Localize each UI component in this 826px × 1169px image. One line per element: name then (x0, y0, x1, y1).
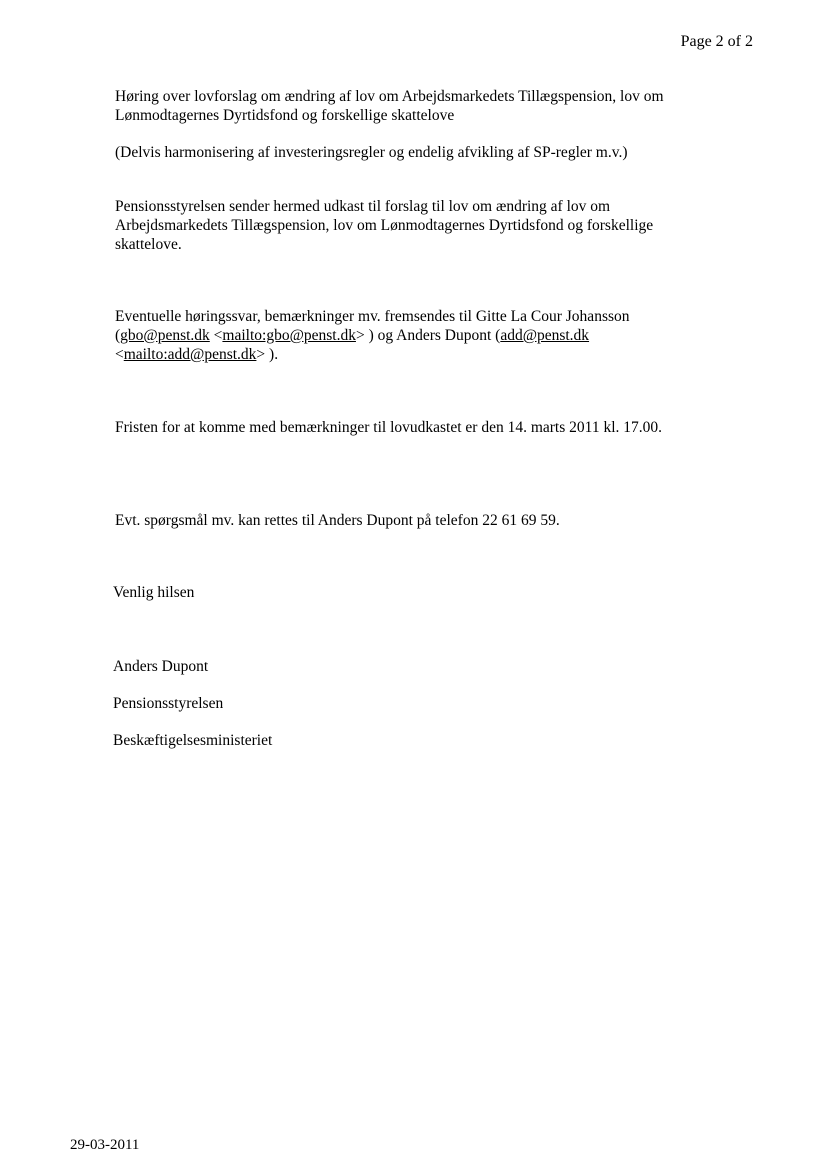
angle-open: < (209, 327, 223, 344)
questions-paragraph: Evt. spørgsmål mv. kan rettes til Anders Dupont på telefon 22 61 69 59. (115, 512, 560, 529)
angle-open-2: < (115, 346, 124, 363)
intro-line-3: skattelove. (115, 236, 182, 253)
subject-parenthetical: (Delvis harmonisering af investeringsregler og endelig afvikling af SP-regler m.v.) (115, 144, 628, 161)
contact-end-text: > ). (256, 346, 279, 363)
subject-line-2: Lønmodtagernes Dyrtidsfond og forskellige skattelove (115, 107, 455, 124)
email-link-gbo[interactable]: gbo@penst.dk (120, 327, 210, 344)
mailto-link-gbo[interactable]: mailto:gbo@penst.dk (222, 327, 356, 344)
page-number: Page 2 of 2 (680, 33, 753, 50)
deadline-paragraph: Fristen for at komme med bemærkninger til lovudkastet er den 14. marts 2011 kl. 17.00. (115, 419, 662, 436)
greeting: Venlig hilsen (113, 584, 195, 601)
footer-date: 29-03-2011 (70, 1137, 140, 1153)
subject-heading (115, 87, 725, 125)
signature-organization: Pensionsstyrelsen (113, 695, 224, 712)
intro-line-1: Pensionsstyrelsen sender hermed udkast til forslag til lov om ændring af lov om (115, 198, 611, 215)
signature-name: Anders Dupont (113, 658, 209, 675)
intro-paragraph (115, 197, 725, 254)
email-link-add[interactable]: add@penst.dk (500, 327, 590, 344)
mailto-link-add[interactable]: mailto:add@penst.dk (123, 346, 257, 363)
contact-mid-text: > ) og Anders Dupont ( (355, 327, 501, 344)
paren-open: ( (115, 327, 121, 344)
contact-text: Eventuelle høringssvar, bemærkninger mv. fremsendes til Gitte La Cour Johansson (115, 308, 630, 325)
subject-line-1: Høring over lovforslag om ændring af lov om Arbejdsmarkedets Tillægspension, lov om (115, 88, 664, 105)
intro-line-2: Arbejdsmarkedets Tillægspension, lov om Lønmodtagernes Dyrtidsfond og forskellige (115, 217, 654, 234)
signature-ministry: Beskæftigelsesministeriet (113, 732, 273, 749)
contact-paragraph (115, 307, 725, 364)
